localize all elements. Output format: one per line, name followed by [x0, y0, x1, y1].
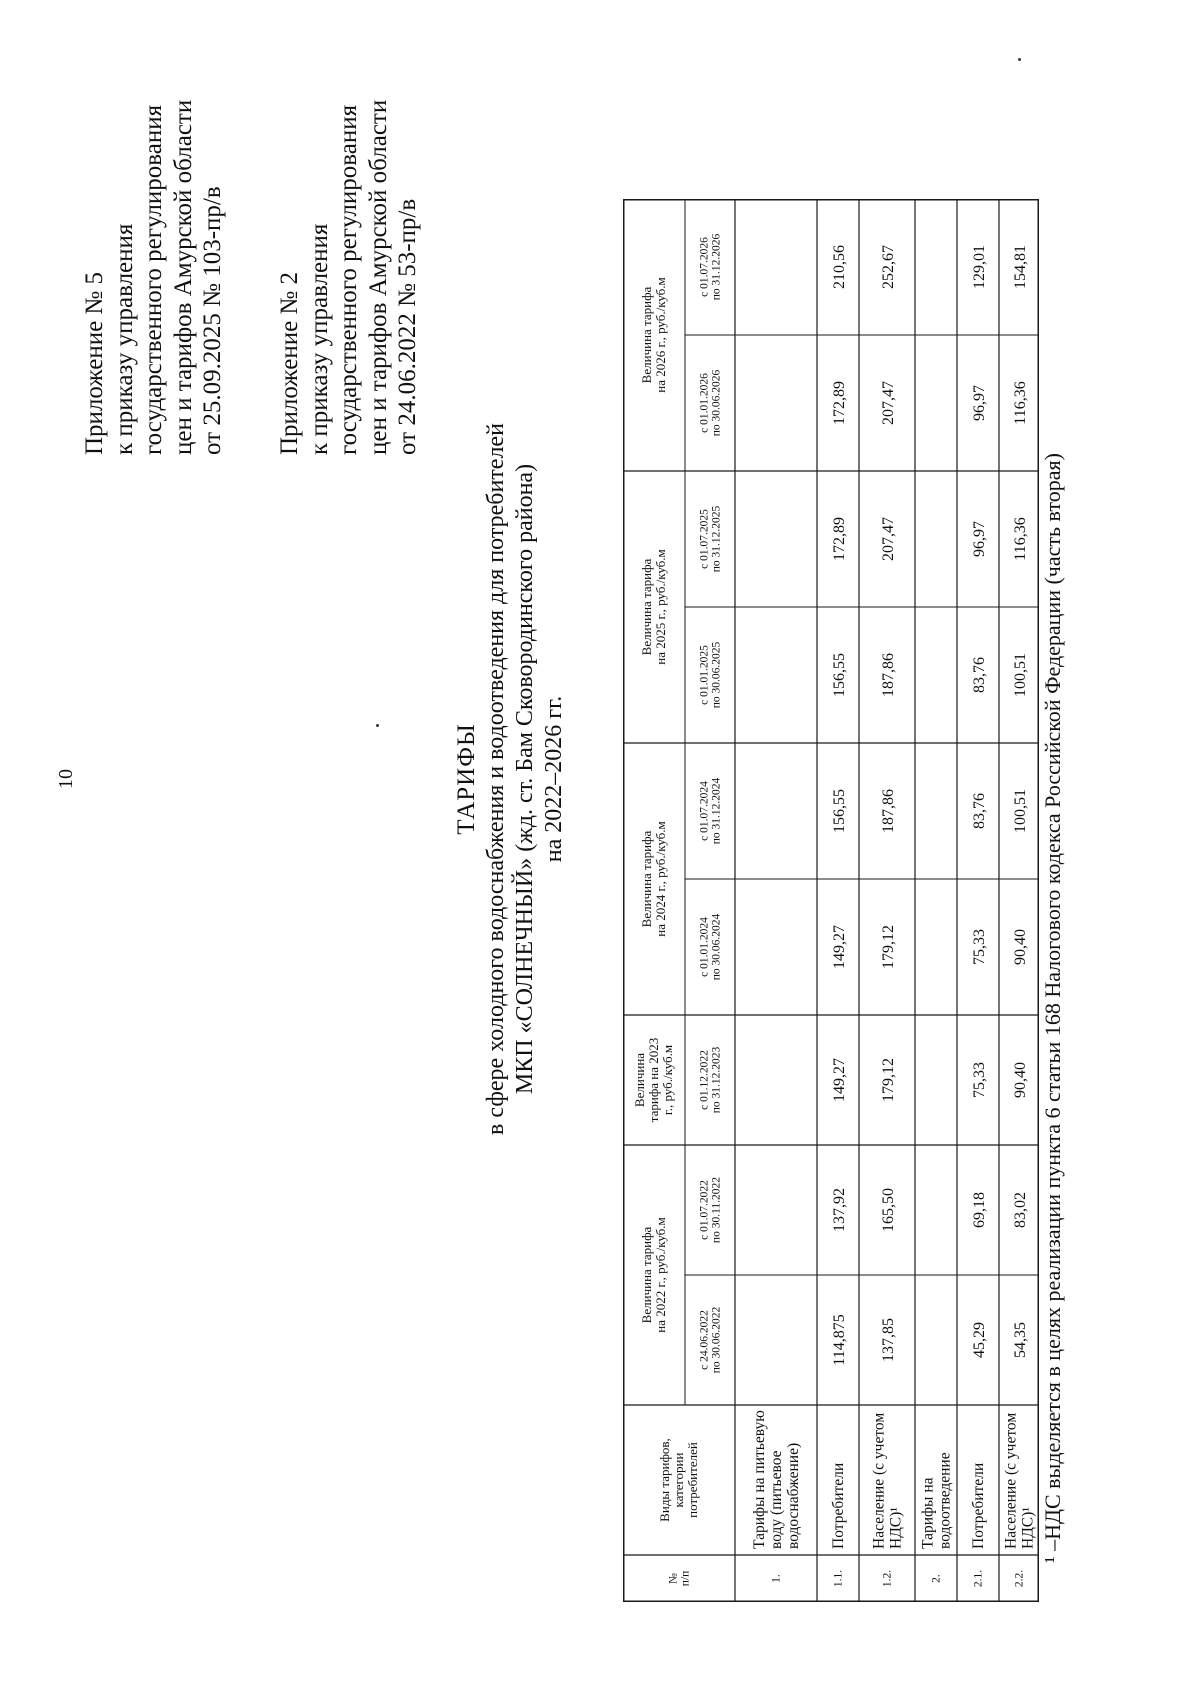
annex-current-reference	[80, 0, 228, 455]
document-title-block	[452, 259, 568, 1299]
table-text-line: 1.1.	[832, 1569, 845, 1588]
tariff-value: 207,47	[880, 517, 897, 561]
num-header	[668, 1571, 692, 1587]
table-text-line: 1.	[770, 1574, 783, 1583]
document-subtitle-line: МКП «СОЛНЕЧНЫЙ» (жд. ст. Бам Сковородинского района)	[511, 463, 538, 1095]
document-subtitle-line: в сфере холодного водоснабжения и водоотведения для потребителей	[483, 423, 509, 1135]
row-label-line: Тарифы на питьевую	[751, 1410, 769, 1549]
row-label-line: Потребители	[830, 1462, 848, 1549]
group-header	[639, 821, 668, 937]
row-number	[1014, 1570, 1026, 1587]
period-header	[699, 1177, 723, 1243]
table-text-line: тарифа на 2023	[646, 1037, 662, 1123]
annex-line: Приложение № 2	[276, 271, 303, 455]
table-text-line: по 30.06.2026	[710, 369, 723, 437]
tariff-value: 210,56	[831, 245, 848, 289]
row-number	[882, 1570, 894, 1587]
table-text-line: с 01.07.2025	[698, 509, 711, 569]
period-header	[699, 369, 723, 436]
table-text-line: г., руб./куб.м	[660, 1044, 676, 1116]
annex-line: Приложение № 5	[81, 271, 108, 455]
tariff-value: 252,67	[880, 245, 897, 289]
tariff-value: 156,55	[831, 653, 848, 697]
table-text-line: по 30.06.2022	[710, 1306, 723, 1374]
annex-line: государственного регулирования	[335, 104, 362, 455]
annex-original-reference	[275, 0, 423, 455]
annex-line: цен и тарифов Амурской области	[364, 99, 392, 455]
row-number	[931, 1574, 943, 1583]
table-text-line: с 01.07.2026	[698, 237, 711, 297]
table-text-line: Величина тарифа	[639, 558, 655, 656]
tariff-value: 90,40	[1012, 1062, 1029, 1098]
period-header	[699, 641, 723, 708]
table-text-line: по 31.12.2025	[710, 505, 723, 573]
row-label	[1003, 1413, 1037, 1549]
tariff-value: 83,02	[1012, 1192, 1029, 1228]
tariff-value: 116,36	[1012, 381, 1029, 425]
scan-speck	[1018, 58, 1021, 61]
tariff-value: 156,55	[831, 789, 848, 833]
tariff-value: 100,51	[1012, 789, 1029, 833]
document-subtitle-line: на 2022–2026 гг.	[540, 695, 567, 863]
tariff-value: 187,86	[880, 653, 897, 697]
group-header	[632, 1038, 675, 1123]
row-label	[970, 1463, 987, 1549]
tariff-value: 114,875	[831, 1314, 848, 1366]
group-header	[639, 549, 668, 665]
table-text-line: по 31.12.2023	[710, 1046, 723, 1114]
table-text-line: №	[667, 1573, 680, 1584]
tariff-value: 116,36	[1012, 517, 1029, 561]
table-text-line: на 2025 г., руб./куб.м	[653, 549, 669, 665]
table-text-line: 2.1.	[972, 1569, 985, 1588]
table-text-line: на 2026 г., руб./куб.м	[653, 277, 669, 393]
group-header	[639, 277, 668, 393]
tariff-value: 54,35	[1012, 1322, 1029, 1358]
row-label	[751, 1410, 802, 1549]
table-text-line: по 31.12.2024	[710, 777, 723, 845]
table-text-line: Величина тарифа	[639, 830, 655, 928]
period-header	[699, 233, 723, 300]
row-label	[830, 1463, 847, 1549]
table-text-line: на 2022 г., руб./куб.м	[653, 1217, 669, 1333]
tariff-value: 75,33	[971, 929, 988, 965]
row-label-line: Население (с учетом	[1002, 1412, 1020, 1549]
tariff-value: 154,81	[1012, 245, 1029, 289]
annex-line: к приказу управления	[110, 223, 138, 455]
table-text-line: Величина тарифа	[639, 286, 655, 384]
table-text-line: Величина тарифа	[639, 1226, 655, 1324]
annex-line: к приказу управления	[305, 223, 333, 455]
table-text-line: 1.2.	[881, 1569, 894, 1588]
table-text-line: 2.	[930, 1574, 943, 1583]
table-text-line: по 30.06.2024	[710, 913, 723, 981]
row-label-line: НДС)¹	[887, 1507, 905, 1549]
document-title: ТАРИФЫ	[453, 723, 480, 835]
tariff-value: 137,92	[831, 1188, 848, 1232]
table-text-line: с 01.01.2024	[698, 917, 711, 977]
tariff-value: 165,50	[880, 1188, 897, 1232]
row-label-line: Потребители	[970, 1462, 988, 1549]
tariff-value: 83,76	[971, 793, 988, 829]
table-text-line: по 30.11.2022	[710, 1176, 723, 1244]
table-text-line: с 01.01.2026	[698, 373, 711, 433]
scan-speck	[376, 724, 379, 727]
tariff-value: 45,29	[971, 1322, 988, 1358]
table-text-line: на 2024 г., руб./куб.м	[653, 821, 669, 937]
table-text-line: по 31.12.2026	[710, 233, 723, 301]
period-header	[699, 505, 723, 572]
table-text-line: с 01.01.2025	[698, 645, 711, 705]
tariff-value: 129,01	[971, 245, 988, 289]
table-text-line: с 01.12.2022	[698, 1050, 711, 1110]
tariff-value: 75,33	[971, 1062, 988, 1098]
table-text-line: Виды тарифов,	[657, 1438, 673, 1522]
annex-line: государственного регулирования	[140, 104, 167, 455]
period-header	[699, 1306, 723, 1373]
row-label-line: Тарифы на	[919, 1477, 937, 1549]
annex-line: цен и тарифов Амурской области	[169, 99, 197, 455]
tariff-table	[623, 134, 1037, 1602]
type-header	[657, 1438, 700, 1522]
tariff-value: 137,85	[880, 1318, 897, 1362]
table-text-line: с 24.06.2022	[698, 1310, 711, 1370]
tariff-value: 187,86	[880, 789, 897, 833]
tariff-value: 149,27	[831, 925, 848, 969]
row-label-line: воду (питьевое	[768, 1450, 786, 1549]
group-header	[639, 1217, 668, 1333]
tariff-value: 96,97	[971, 521, 988, 557]
row-label	[920, 1452, 954, 1549]
table-text-line: категории	[671, 1452, 687, 1508]
row-number	[771, 1574, 783, 1583]
table-text-line: по 30.06.2025	[710, 641, 723, 709]
period-header	[699, 1046, 723, 1113]
tariff-value: 172,89	[831, 517, 848, 561]
table-text-line: 2.2.	[1013, 1569, 1026, 1588]
tariff-value: 179,12	[880, 925, 897, 969]
row-label	[871, 1413, 905, 1549]
row-label-line: водоотведение	[936, 1452, 954, 1549]
row-number	[973, 1570, 985, 1587]
annex-line: от 25.09.2025 № 103-пр/в	[199, 186, 226, 455]
table-text-line: Величина	[632, 1052, 648, 1108]
period-header	[699, 777, 723, 844]
period-header	[699, 913, 723, 980]
tariff-value: 207,47	[880, 381, 897, 425]
tariff-value: 172,89	[831, 381, 848, 425]
tariff-value: 179,12	[880, 1058, 897, 1102]
row-label-line: водоснабжение)	[785, 1442, 803, 1549]
table-text-line: п/п	[679, 1570, 692, 1587]
table-text-line: с 01.07.2022	[698, 1180, 711, 1240]
tariff-value: 69,18	[971, 1192, 988, 1228]
table-text-line: потребителей	[685, 1442, 701, 1518]
page-number: 10	[55, 769, 77, 789]
row-number	[833, 1570, 845, 1587]
tariff-value: 90,40	[1012, 929, 1029, 965]
tariff-value: 96,97	[971, 385, 988, 421]
tariff-value: 83,76	[971, 657, 988, 693]
row-label-line: НДС)¹	[1019, 1507, 1037, 1549]
row-label-line: Население (с учетом	[870, 1412, 888, 1549]
tariff-value: 100,51	[1012, 653, 1029, 697]
table-text-line: с 01.07.2024	[698, 781, 711, 841]
tariff-value: 149,27	[831, 1058, 848, 1102]
footnote-text: ¹ –НДС выделяется в целях реализации пункта 6 статьи 168 Налогового кодекса Российской Федерации (часть вторая)	[1040, 453, 1065, 1563]
annex-line: от 24.06.2022 № 53-пр/в	[394, 198, 421, 455]
